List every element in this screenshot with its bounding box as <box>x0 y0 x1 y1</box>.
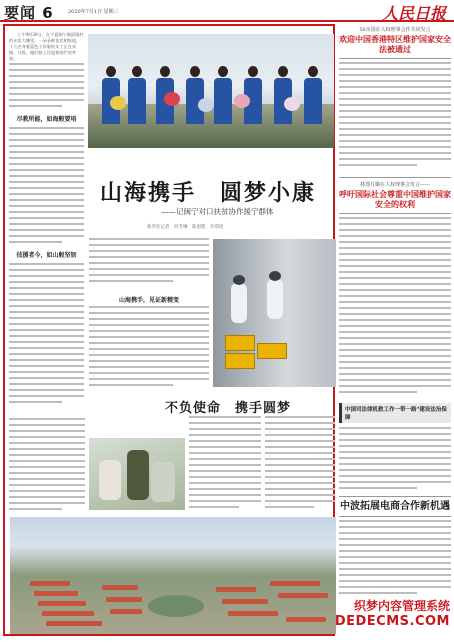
yellow-crate <box>257 343 287 359</box>
story2-kicker: 林郑月娥在人权理事会发言—— <box>359 182 430 188</box>
yellow-crate <box>225 353 255 369</box>
text-line <box>9 329 84 331</box>
text-line <box>265 494 335 496</box>
text-line <box>265 470 335 472</box>
text-line <box>339 556 451 558</box>
text-line <box>339 526 451 528</box>
text-line <box>339 164 417 166</box>
text-line <box>339 313 451 315</box>
body-text-block <box>9 263 84 407</box>
text-line <box>9 241 62 243</box>
text-line <box>9 193 84 195</box>
text-line <box>9 105 62 107</box>
text-line <box>339 349 451 351</box>
bouquet <box>234 94 250 108</box>
text-line <box>339 325 451 327</box>
story1-kicker: 50余国在人权理事会作共同发言 <box>359 27 431 33</box>
text-line <box>339 277 451 279</box>
text-line <box>339 271 451 273</box>
text-line <box>339 592 417 594</box>
text-line <box>189 458 261 460</box>
text-line <box>339 68 451 70</box>
text-line <box>265 500 335 502</box>
person-figure <box>99 460 121 500</box>
text-line <box>9 99 84 101</box>
story2-headline: 呼吁国际社会尊重中国维护国家安全的权利 <box>339 190 451 209</box>
text-line <box>9 169 84 171</box>
text-line <box>339 307 451 309</box>
house-roof <box>38 601 86 606</box>
text-line <box>339 457 451 459</box>
text-line <box>339 544 451 546</box>
text-line <box>339 445 451 447</box>
text-line <box>9 395 84 397</box>
text-line <box>339 253 451 255</box>
issue-date: 2020年7月1日 星期三 <box>68 9 119 15</box>
text-line <box>9 424 85 426</box>
text-line <box>9 335 84 337</box>
text-line <box>339 343 451 345</box>
text-line <box>339 104 451 106</box>
house-roof <box>30 581 70 586</box>
text-line <box>9 418 85 420</box>
text-line <box>265 452 335 454</box>
greenhouse-photo <box>213 239 336 387</box>
house-roof <box>34 591 78 596</box>
text-line <box>9 442 85 444</box>
worker-head <box>233 275 245 285</box>
text-line <box>339 331 451 333</box>
text-line <box>89 384 173 386</box>
text-line <box>189 434 261 436</box>
text-line <box>339 158 451 160</box>
aerial-town-photo <box>10 517 336 634</box>
text-line <box>9 347 84 349</box>
text-line <box>9 287 84 289</box>
text-line <box>339 74 451 76</box>
text-line <box>265 464 335 466</box>
body-text-block <box>9 127 84 247</box>
text-line <box>189 428 261 430</box>
bouquet <box>284 97 300 111</box>
subhead-3: 山海携手，见证新精变 <box>118 297 179 304</box>
text-line <box>339 217 451 219</box>
text-line <box>339 580 451 582</box>
text-line <box>89 280 173 282</box>
text-line <box>9 69 84 71</box>
text-line <box>9 317 84 319</box>
watermark-line-2: DEDECMS.COM <box>334 614 450 629</box>
text-line <box>9 235 84 237</box>
text-line <box>339 229 451 231</box>
house-roof <box>278 593 328 598</box>
text-line <box>9 293 84 295</box>
lower-text-block <box>189 416 261 512</box>
text-line <box>89 366 209 368</box>
text-line <box>9 205 84 207</box>
section-label: 要闻 6 <box>4 4 54 22</box>
text-line <box>89 360 209 362</box>
headline-2: 不负使命 携手圆梦 <box>165 401 292 416</box>
text-line <box>189 500 261 502</box>
text-line <box>339 361 451 363</box>
text-line <box>9 75 84 77</box>
text-line <box>339 116 451 118</box>
text-line <box>9 133 84 135</box>
text-line <box>89 354 209 356</box>
text-line <box>339 301 451 303</box>
text-line <box>89 244 209 246</box>
text-line <box>339 586 451 588</box>
text-line <box>9 211 84 213</box>
feature-frame <box>3 24 335 636</box>
text-line <box>339 550 451 552</box>
text-line <box>339 568 451 570</box>
text-line <box>339 538 451 540</box>
worker-figure <box>267 279 283 319</box>
story1-body <box>339 62 451 174</box>
flower-field <box>88 104 334 148</box>
worker-head <box>269 271 281 281</box>
text-line <box>89 318 209 320</box>
text-line <box>339 337 451 339</box>
text-line <box>339 463 451 465</box>
text-line <box>9 63 84 65</box>
text-line <box>9 359 84 361</box>
text-line <box>9 490 85 492</box>
text-line <box>339 574 451 576</box>
text-line <box>89 274 209 276</box>
text-line <box>9 502 85 504</box>
yellow-crate <box>225 335 255 351</box>
text-line <box>339 373 451 375</box>
text-line <box>339 128 451 130</box>
body-text-block <box>9 63 84 111</box>
text-line <box>89 268 209 270</box>
watermark <box>335 597 450 629</box>
text-line <box>339 122 451 124</box>
text-line <box>9 81 84 83</box>
text-line <box>9 157 84 159</box>
text-line <box>89 372 209 374</box>
house-roof <box>216 587 256 592</box>
text-line <box>339 223 451 225</box>
text-line <box>89 324 209 326</box>
text-line <box>9 269 84 271</box>
text-line <box>9 299 84 301</box>
text-line <box>339 385 451 387</box>
text-line <box>9 371 84 373</box>
story4-headline: 中波拓展电商合作新机遇 <box>340 501 450 512</box>
house-roof <box>270 581 320 586</box>
text-line <box>339 289 451 291</box>
text-line <box>339 433 451 435</box>
text-line <box>189 464 261 466</box>
subhead-2: 技援者今，如山般坚韧 <box>16 252 77 259</box>
text-line <box>339 355 451 357</box>
text-line <box>89 312 209 314</box>
worker-figure <box>128 66 146 136</box>
bouquet <box>164 92 180 106</box>
text-line <box>189 482 261 484</box>
text-line <box>89 238 209 240</box>
text-line <box>339 520 451 522</box>
text-line <box>339 259 451 261</box>
text-line <box>9 430 85 432</box>
person-figure <box>127 450 149 500</box>
story2-body <box>339 217 451 403</box>
newspaper-logo: 人民日报 <box>381 4 446 23</box>
story4-body <box>339 520 451 600</box>
text-line <box>9 139 84 141</box>
text-line <box>265 428 335 430</box>
text-line <box>9 496 85 498</box>
text-line <box>9 377 84 379</box>
text-line <box>339 80 451 82</box>
text-line <box>89 330 209 332</box>
text-line <box>189 494 261 496</box>
text-line <box>339 110 451 112</box>
text-line <box>9 353 84 355</box>
text-line <box>189 422 261 424</box>
text-line <box>339 532 451 534</box>
text-line <box>89 262 209 264</box>
text-line <box>9 436 85 438</box>
house-roof <box>222 599 268 604</box>
text-line <box>9 145 84 147</box>
text-line <box>339 146 451 148</box>
farmers-photo <box>89 438 185 510</box>
text-line <box>339 98 451 100</box>
text-line <box>339 391 417 393</box>
text-line <box>89 250 209 252</box>
text-line <box>9 263 84 265</box>
subhead-1: 尽教所能，如海般要培 <box>16 116 77 123</box>
text-line <box>89 336 209 338</box>
text-line <box>9 151 84 153</box>
text-line <box>339 152 451 154</box>
text-line <box>9 305 84 307</box>
text-line <box>9 229 84 231</box>
text-line <box>189 488 261 490</box>
text-line <box>9 275 84 277</box>
story1-headline: 欢迎中国香港特区维护国家安全法被通过 <box>339 35 451 54</box>
text-line <box>339 134 451 136</box>
text-line <box>339 469 451 471</box>
text-line <box>9 478 85 480</box>
text-line <box>339 319 451 321</box>
left-text-column <box>9 32 84 412</box>
text-line <box>9 175 84 177</box>
text-line <box>339 241 451 243</box>
text-line <box>9 365 84 367</box>
text-line <box>9 187 84 189</box>
bouquet <box>198 98 214 112</box>
house-roof <box>42 611 94 616</box>
text-line <box>9 217 84 219</box>
text-line <box>9 472 85 474</box>
feature-subtitle: ——记闽宁对口扶贫协作援宁群体 <box>161 207 274 216</box>
house-roof <box>46 621 102 626</box>
text-line <box>265 434 335 436</box>
text-line <box>9 93 84 95</box>
text-line <box>339 140 451 142</box>
text-line <box>189 452 261 454</box>
person-figure <box>151 462 175 502</box>
text-line <box>89 256 209 258</box>
bouquet <box>110 96 126 110</box>
text-line <box>89 378 209 380</box>
text-line <box>339 451 451 453</box>
text-line <box>189 446 261 448</box>
text-line <box>339 283 451 285</box>
text-line <box>265 440 335 442</box>
text-line <box>339 295 451 297</box>
watermark-line-1: 织梦内容管理系统 <box>353 599 450 613</box>
feature-headline: 山海携手 圆梦小康 <box>100 181 317 206</box>
text-line <box>9 87 84 89</box>
story3-banner: 中国司法律机救工作一带一路"建设法治保障 <box>339 403 451 423</box>
text-line <box>265 488 335 490</box>
worker-figure <box>304 66 322 136</box>
hero-photo <box>88 34 334 148</box>
text-line <box>9 163 84 165</box>
text-line <box>9 341 84 343</box>
text-line <box>265 476 335 478</box>
text-line <box>9 181 84 183</box>
text-line <box>9 199 84 201</box>
text-line <box>339 367 451 369</box>
text-line <box>265 482 335 484</box>
text-line <box>339 92 451 94</box>
text-line <box>339 562 451 564</box>
text-line <box>339 475 451 477</box>
text-line <box>189 440 261 442</box>
text-line <box>189 416 261 418</box>
text-line <box>339 481 451 483</box>
intro-paragraph: 上午9时30分，在宁夏闽宁镇原隆村的光伏大棚里，一朵朵鲜花竞相绽放，十几名身着蓝色工作服的女工正在采摘、分拣，她们脸上洋溢着灿烂的笑容。 <box>9 32 84 61</box>
text-line <box>9 466 85 468</box>
text-line <box>265 416 335 418</box>
text-line <box>339 235 451 237</box>
text-line <box>339 427 451 429</box>
text-line <box>339 86 451 88</box>
text-line <box>9 311 84 313</box>
story3-body <box>339 427 451 493</box>
text-line <box>9 508 62 510</box>
lower-text-block <box>265 416 335 512</box>
lower-left-text-block <box>9 418 85 512</box>
text-line <box>89 348 209 350</box>
text-line <box>89 342 209 344</box>
text-line <box>9 389 84 391</box>
house-roof <box>286 617 326 622</box>
text-line <box>265 446 335 448</box>
text-line <box>339 487 417 489</box>
house-roof <box>102 585 138 590</box>
text-line <box>9 460 85 462</box>
text-line <box>189 470 261 472</box>
text-line <box>9 484 85 486</box>
text-line <box>9 448 85 450</box>
house-roof <box>228 611 278 616</box>
text-line <box>339 379 451 381</box>
right-news-column <box>339 26 451 600</box>
text-line <box>9 383 84 385</box>
text-line <box>9 281 84 283</box>
text-line <box>189 476 261 478</box>
middle-text-block <box>89 306 209 390</box>
text-line <box>339 439 451 441</box>
text-line <box>339 247 451 249</box>
house-roof <box>110 609 142 614</box>
worker-figure <box>214 66 232 136</box>
masthead <box>0 0 454 22</box>
worker-figure <box>231 283 247 323</box>
text-line <box>9 454 85 456</box>
house-roof <box>106 597 142 602</box>
text-line <box>9 127 84 129</box>
text-line <box>9 323 84 325</box>
feature-byline: 新华社记者 何芳琳 陈旭程 许琪瑶 <box>147 225 224 230</box>
text-line <box>265 458 335 460</box>
text-line <box>189 506 239 508</box>
text-line <box>9 223 84 225</box>
text-line <box>89 306 209 308</box>
central-green <box>148 595 204 617</box>
text-line <box>9 401 62 403</box>
middle-text-block <box>89 238 209 290</box>
text-line <box>339 62 451 64</box>
text-line <box>339 265 451 267</box>
text-line <box>265 422 335 424</box>
text-line <box>265 506 314 508</box>
